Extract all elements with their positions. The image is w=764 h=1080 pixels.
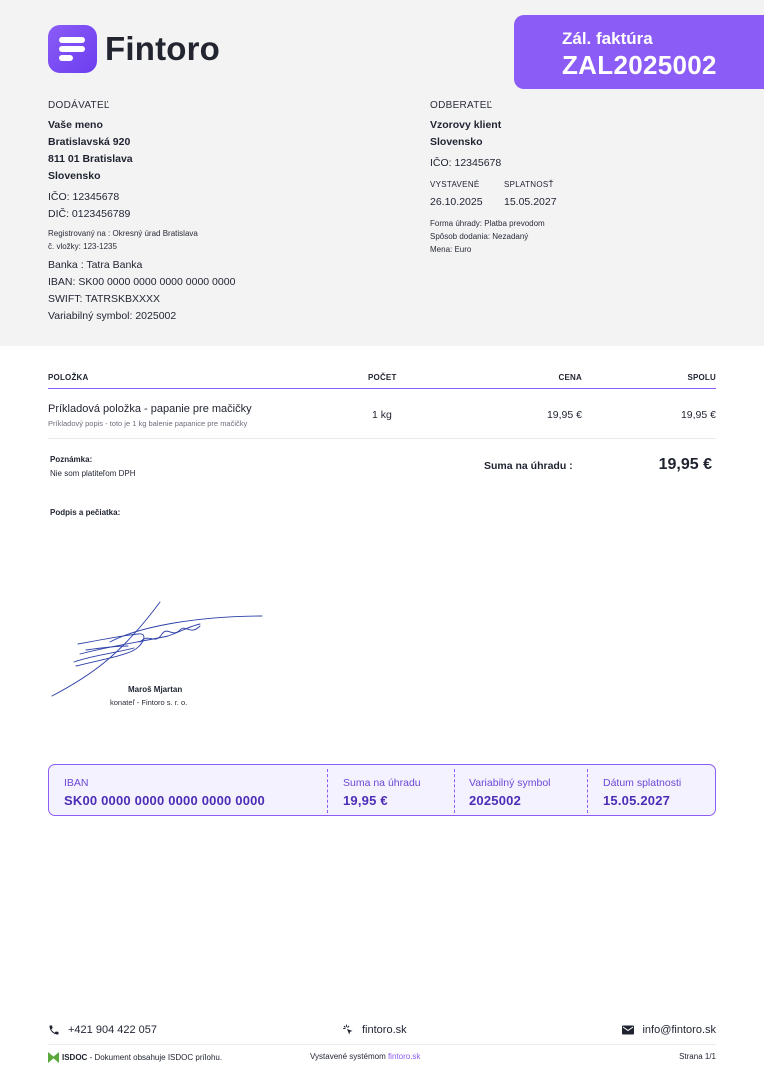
customer-country: Slovensko [430,136,483,148]
signatory-name: Maroš Mjartan [128,685,183,694]
table-row-divider [48,438,716,439]
brand-name: Fintoro [105,30,221,67]
envelope-icon [622,1025,634,1035]
isdoc-icon [48,1052,59,1063]
supplier-bank: Banka : Tatra Banka [48,259,143,271]
website[interactable]: fintoro.sk [362,1024,407,1036]
pay-due-value: 15.05.2027 [603,793,671,808]
pay-amount-label: Suma na úhradu [343,777,421,789]
date-block [430,178,730,211]
supplier-registered: Registrovaný na : Okresný úrad Bratislava [48,229,198,238]
issued-by-link[interactable]: fintoro.sk [387,1052,421,1061]
supplier-name: Vaše meno [48,119,103,131]
cursor-click-icon [342,1024,354,1036]
pay-divider [587,769,588,813]
page-number: Strana 1/1 [679,1052,716,1061]
due-date: 15.05.2027 [504,196,557,208]
customer-block [430,99,730,256]
customer-name: Vzorovy klient [430,119,502,131]
fintoro-logo-icon [48,25,97,73]
isdoc-note [48,1052,222,1063]
issued-label: VYSTAVENÉ [430,180,480,189]
document-title-box [514,15,764,89]
payment-method: Forma úhrady: Platba prevodom [430,219,545,228]
issued-date: 26.10.2025 [430,196,483,208]
pay-vs-value: 2025002 [469,793,522,808]
pay-divider [454,769,455,813]
note-label: Poznámka: [50,455,93,464]
isdoc-brand: ISDOC [62,1053,88,1062]
logo [48,25,220,73]
supplier-city: 811 01 Bratislava [48,153,133,165]
signatory-role: konateľ - Fintoro s. r. o. [110,698,188,707]
col-header-price: CENA [558,373,582,382]
document-type: Zál. faktúra [562,29,653,48]
supplier-variable-symbol: Variabilný symbol: 2025002 [48,310,177,322]
supplier-reg-number: č. vložky: 123-1235 [48,242,117,251]
signature-image [50,596,270,698]
supplier-block [48,99,408,325]
item-description: Príkladový popis - toto je 1 kg balenie papanice pre mačičky [48,419,248,428]
supplier-iban: IBAN: SK00 0000 0000 0000 0000 0000 [48,276,236,288]
issued-by [310,1052,420,1061]
footer-web [342,1024,407,1036]
footer-email [622,1024,716,1036]
col-header-total: SPOLU [687,373,716,382]
pay-divider [327,769,328,813]
pay-iban-value: SK00 0000 0000 0000 0000 0000 [64,793,265,808]
sum-label: Suma na úhradu : [484,460,573,472]
phone-number: +421 904 422 057 [68,1024,158,1036]
delivery-method: Spôsob dodania: Nezadaný [430,232,529,241]
supplier-street: Bratislavská 920 [48,136,131,148]
note-text: Nie som platiteľom DPH [50,469,136,478]
supplier-swift: SWIFT: TATRSKBXXXX [48,293,161,305]
customer-label: ODBERATEĽ [430,100,493,111]
item-name: Príkladová položka - papanie pre mačičky [48,403,252,415]
footer-phone [48,1024,157,1036]
issued-by-text: Vystavené systémom [310,1052,388,1061]
col-header-qty: POČET [368,373,397,382]
supplier-label: DODÁVATEĽ [48,100,110,111]
document-number: ZAL2025002 [562,50,717,80]
footer-divider [48,1044,716,1045]
pay-amount-value: 19,95 € [343,793,388,808]
phone-icon [48,1024,60,1036]
supplier-country: Slovensko [48,170,101,182]
table-header-divider [48,388,716,389]
email-address[interactable]: info@fintoro.sk [642,1024,716,1036]
pay-due [603,765,681,815]
item-price: 19,95 € [546,409,582,421]
supplier-dic: DIČ: 0123456789 [48,208,131,220]
supplier-ico: IČO: 12345678 [48,191,120,203]
payment-summary-box [48,764,716,816]
customer-ico: IČO: 12345678 [430,157,502,169]
pay-iban [64,765,265,815]
item-qty: 1 kg [372,409,392,421]
pay-amount [343,765,421,815]
pay-vs [469,765,551,815]
item-total: 19,95 € [680,409,716,421]
pay-vs-label: Variabilný symbol [469,777,551,789]
isdoc-text: - Dokument obsahuje ISDOC prílohu. [87,1053,223,1062]
pay-iban-label: IBAN [64,777,89,789]
due-label: SPLATNOSŤ [504,180,554,189]
pay-due-label: Dátum splatnosti [603,777,682,789]
currency: Mena: Euro [430,245,472,254]
col-header-item: POLOŽKA [48,373,89,382]
signature-label: Podpis a pečiatka: [50,508,121,517]
sum-value: 19,95 € [658,456,712,473]
